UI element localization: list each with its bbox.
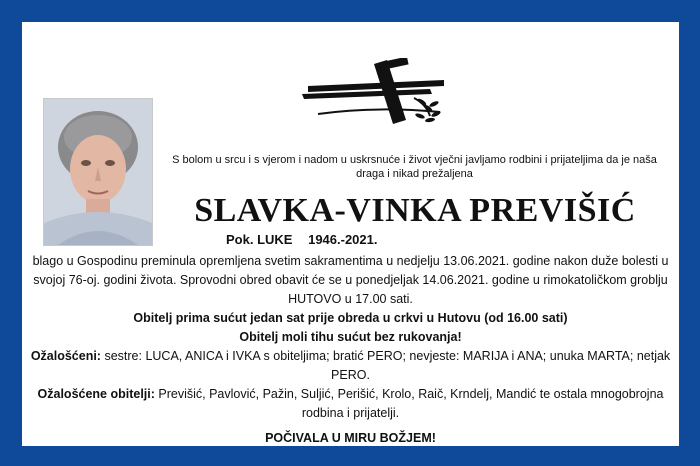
families-line <box>22 385 679 423</box>
families-label: Ožalošćene obitelji: <box>37 387 155 401</box>
no-handshake-line: Obitelj moli tihu sućut bez rukovanja! <box>239 330 462 344</box>
families-text: Previšić, Pavlović, Pažin, Suljić, Perišić, Krolo, Raič, Krndelj, Mandić te ostala mnogobrojna rodbina i prijatelji. <box>154 387 664 420</box>
mourners-label: Ožalošćeni: <box>30 349 101 363</box>
life-years: 1946.-2021. <box>308 232 378 247</box>
portrait-drawing <box>44 99 152 245</box>
obituary-body <box>22 252 679 448</box>
father-label: Pok. LUKE <box>226 232 293 247</box>
mourners-line <box>22 347 679 385</box>
portrait-photo <box>43 98 153 246</box>
father-and-years <box>226 232 378 247</box>
death-details: blago u Gospodinu preminula opremljena svetim sakramentima u nedjelju 13.06.2021. godine nakon duže bolesti u svojoj 76-oj. godini života. Sprovodni obred obavit će se u ponedjeljak 14.06.2021. godine u rimokatoličkom groblju HUTOVO u 17.00 sati. <box>32 254 669 306</box>
closing-blessing: POČIVALA U MIRU BOŽJEM! <box>265 431 436 445</box>
deceased-name: SLAVKA-VINKA PREVIŠIĆ <box>194 192 636 229</box>
cross-with-palm-branch-icon <box>294 58 444 126</box>
obituary-card <box>22 22 679 446</box>
intro-text: S bolom u srcu i s vjerom i nadom u uskrsnuće i život vječni javljamo rodbini i prijateljima da je naša draga i nikad prežaljena <box>172 154 657 180</box>
mourners-text: sestre: LUCA, ANICA i IVKA s obiteljima; bratić PERO; nevjeste: MARIJA i ANA; unuka MARTA; netjak PERO. <box>100 349 671 382</box>
condolence-line: Obitelj prima sućut jedan sat prije obreda u crkvi u Hutovu (od 16.00 sati) <box>133 311 568 325</box>
